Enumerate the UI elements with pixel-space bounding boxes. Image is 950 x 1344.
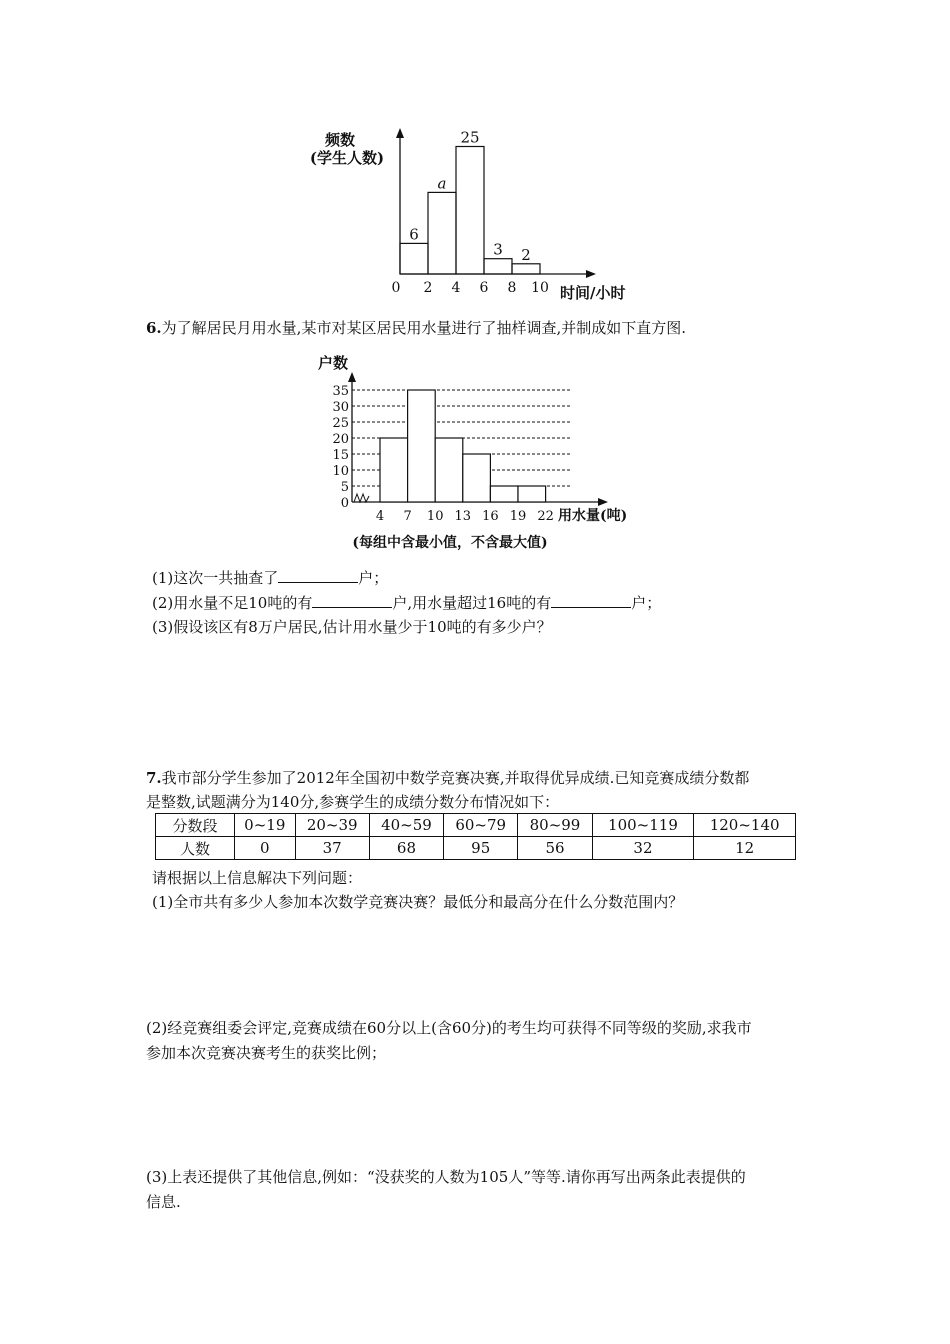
axis-break-mark: [354, 494, 369, 502]
y-tick-label: 10: [332, 464, 349, 479]
bar-value-label: 2: [521, 245, 531, 264]
table-cell: 95: [444, 837, 518, 860]
histogram-bar: [435, 438, 463, 502]
x-tick-label: 22: [537, 509, 554, 524]
y-axis-arrow: [348, 372, 356, 382]
table-header-cell: 人数: [156, 837, 235, 860]
y-tick-label: 20: [332, 432, 349, 447]
y-axis-label-sub: (学生人数): [309, 149, 385, 167]
histogram-bar: [380, 438, 408, 502]
q6-answer-blank-1[interactable]: [278, 567, 358, 583]
x-tick-label: 7: [403, 509, 412, 524]
score-distribution-table: [155, 813, 796, 860]
q7-stem-line-1: [146, 766, 749, 790]
y-tick-label: 35: [332, 384, 349, 399]
x-axis-label: 用水量(吨): [558, 508, 628, 524]
q6-part1: [152, 566, 388, 590]
x-tick-label: 4: [451, 280, 461, 296]
bar-value-label: 25: [460, 128, 480, 147]
table-cell: 68: [369, 837, 443, 860]
x-tick-label: 2: [423, 280, 433, 296]
q7-stem-1: 我市部分学生参加了2012年全国初中数学竞赛决赛,并取得优异成绩.已知竞赛成绩分数都: [161, 769, 750, 787]
table-cell: 0: [235, 837, 296, 860]
q7-part3-line-1: [146, 1165, 746, 1189]
table-row: [156, 814, 796, 837]
bar-value-label: 3: [493, 240, 503, 259]
table-cell: 60~79: [444, 814, 518, 837]
q7-part3-text-b: 信息.: [146, 1193, 181, 1211]
table-cell: 120~140: [694, 814, 796, 837]
q7-part1-text: (1)全市共有多少人参加本次数学竞赛决赛？最低分和最高分在什么分数范围内？: [152, 893, 684, 911]
x-tick-label: 4: [375, 509, 385, 524]
histogram-bar: [490, 486, 518, 502]
q6-part2-text-b: 户,用水量超过16吨的有: [392, 594, 552, 612]
q7-part1: [152, 890, 683, 914]
histogram-bar: [408, 390, 436, 502]
q6-part2: [152, 591, 661, 615]
x-tick-label: 16: [482, 509, 499, 524]
table-cell: 100~119: [592, 814, 694, 837]
histogram-bar: [428, 192, 456, 274]
histogram-bar: [456, 147, 484, 275]
q7-stem-2: 是整数,试题满分为140分,参赛学生的成绩分数分布情况如下：: [146, 793, 560, 811]
x-tick-label: 10: [531, 280, 549, 296]
table-cell: 32: [592, 837, 694, 860]
q6-part2-text-c: 户；: [631, 594, 662, 612]
y-tick-label: 0: [340, 496, 349, 511]
y-axis-label: 户数: [318, 354, 349, 372]
x-tick-label: 8: [507, 280, 517, 296]
table-cell: 20~39: [295, 814, 369, 837]
y-axis-label: 频数: [324, 131, 356, 149]
y-tick-label: 25: [332, 416, 349, 431]
q7-part2-text-a: (2)经竞赛组委会评定,竞赛成绩在60分以上(含60分)的考生均可获得不同等级的奖励,求我市: [146, 1019, 752, 1037]
table-cell: 56: [518, 837, 592, 860]
q6-number: 6.: [146, 319, 162, 337]
q6-part2-text-a: (2)用水量不足10吨的有: [152, 594, 313, 612]
q6-answer-blank-2[interactable]: [312, 592, 392, 608]
q7-part3-line-2: [146, 1190, 181, 1214]
y-tick-label: 30: [332, 400, 349, 415]
q6-answer-blank-3[interactable]: [551, 592, 631, 608]
table-cell: 0~19: [235, 814, 296, 837]
bar-value-label: a: [437, 174, 447, 193]
q7-part2-line-1: [146, 1016, 752, 1040]
q7-stem-line-2: [146, 790, 559, 814]
q6-part1-unit: 户；: [358, 569, 389, 587]
water-usage-histogram: [310, 350, 660, 555]
y-axis-arrow: [396, 128, 404, 138]
q7-number: 7.: [146, 769, 162, 787]
q6-part3: [152, 615, 552, 639]
y-tick-label: 15: [332, 448, 349, 463]
histogram-bar: [518, 486, 546, 502]
table-cell: 80~99: [518, 814, 592, 837]
table-cell: 12: [694, 837, 796, 860]
histogram-bar: [484, 259, 512, 274]
table-cell: 40~59: [369, 814, 443, 837]
table-cell: 37: [295, 837, 369, 860]
histogram-bar: [400, 243, 428, 274]
x-tick-label: 13: [454, 509, 472, 524]
x-axis-arrow: [598, 498, 608, 506]
x-tick-label: 6: [479, 280, 489, 296]
table-row: [156, 837, 796, 860]
histogram-bar: [512, 264, 540, 274]
q7-part3-text-a: (3)上表还提供了其他信息,例如：“没获奖的人数为105人”等等.请你再写出两条此表提供的: [146, 1168, 746, 1186]
x-tick-label: 0: [391, 280, 401, 296]
x-tick-label: 19: [509, 509, 527, 524]
q6-part3-text: (3)假设该区有8万户居民,估计用水量少于10吨的有多少户？: [152, 618, 552, 636]
q7-intro-text: 请根据以上信息解决下列问题：: [152, 869, 363, 887]
q6-part1-text: (1)这次一共抽查了: [152, 569, 279, 587]
table-header-cell: 分数段: [156, 814, 235, 837]
histogram-bar: [463, 454, 491, 502]
q7-part2-line-2: [146, 1041, 386, 1065]
x-tick-label: 10: [426, 509, 444, 524]
study-time-histogram: [300, 120, 660, 310]
q6-stem-line: [146, 316, 686, 340]
q6-stem: 为了解居民月用水量,某市对某区居民用水量进行了抽样调查,并制成如下直方图.: [161, 319, 686, 337]
chart-note: (每组中含最小值，不含最大值): [352, 535, 548, 551]
y-tick-label: 5: [340, 480, 349, 495]
q7-intro: [152, 866, 362, 890]
bar-value-label: 6: [409, 225, 419, 244]
x-axis-arrow: [586, 270, 596, 278]
q7-part2-text-b: 参加本次竞赛决赛考生的获奖比例；: [146, 1044, 387, 1062]
x-axis-label: 时间/小时: [560, 284, 626, 302]
